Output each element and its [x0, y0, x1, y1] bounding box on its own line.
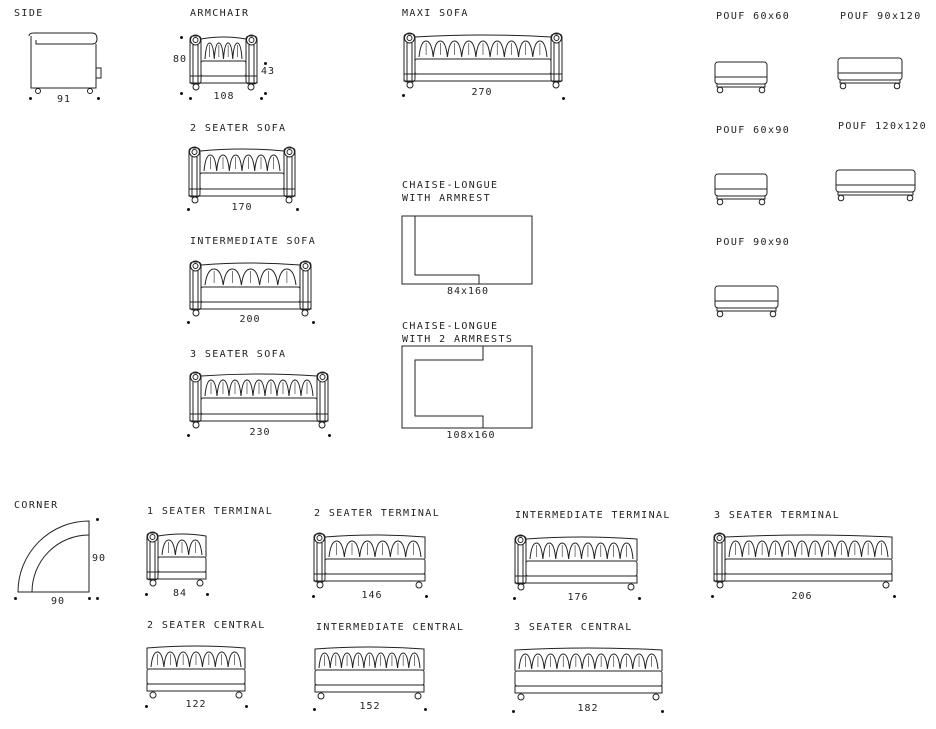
terminal-3-drawing [713, 531, 893, 590]
chaise-two-plan-drawing [401, 345, 533, 429]
dimension-marker [425, 595, 428, 598]
pouf-60x90-label: POUF 60x90 [716, 125, 791, 136]
dimension-marker [145, 705, 148, 708]
chaise-armrest-plan-drawing [401, 215, 533, 285]
dimension-marker [312, 321, 315, 324]
terminal-2-drawing [313, 531, 426, 590]
three-seater-sofa-drawing [189, 370, 329, 430]
dimension-marker [206, 593, 209, 596]
dimension-marker [264, 62, 267, 65]
armchair-width: 108 [213, 91, 235, 102]
dimension-marker [187, 434, 190, 437]
dimension-marker [893, 595, 896, 598]
central-intermediate-drawing [314, 643, 425, 701]
central-3-label: 3 SEATER CENTRAL [514, 622, 633, 633]
dimension-marker [97, 97, 100, 100]
terminal-3-width: 206 [791, 591, 813, 602]
terminal-intermediate-drawing [514, 533, 638, 592]
dimension-marker [187, 208, 190, 211]
dimension-marker [187, 321, 190, 324]
pouf-120x120-label: POUF 120x120 [838, 121, 928, 132]
pouf-90x90-label: POUF 90x90 [716, 237, 791, 248]
terminal-intermediate-label: INTERMEDIATE TERMINAL [515, 510, 671, 521]
pouf-60x90-drawing [714, 173, 768, 206]
corner-plan-drawing [15, 518, 91, 594]
side-width: 91 [56, 94, 72, 105]
central-2-drawing [146, 642, 246, 700]
armchair-height: 80 [172, 54, 188, 65]
dimension-marker [711, 595, 714, 598]
dimension-marker [512, 710, 515, 713]
terminal-intermediate-width: 176 [567, 592, 589, 603]
three-seater-sofa-label: 3 SEATER SOFA [190, 349, 287, 360]
maxi-sofa-drawing [403, 31, 563, 90]
dimension-marker [312, 595, 315, 598]
dimension-marker [96, 597, 99, 600]
terminal-2-width: 146 [361, 590, 383, 601]
side-view-drawing [26, 32, 106, 94]
chaise-two-label-line1: CHAISE-LONGUE [402, 321, 499, 332]
chaise-armrest-size: 84x160 [446, 286, 490, 297]
terminal-1-label: 1 SEATER TERMINAL [147, 506, 274, 517]
maxi-sofa-label: MAXI SOFA [402, 8, 469, 19]
pouf-60x60-label: POUF 60x60 [716, 11, 791, 22]
two-seater-sofa-drawing [188, 145, 296, 205]
dimension-marker [14, 597, 17, 600]
dimension-marker [29, 97, 32, 100]
pouf-90x90-drawing [714, 285, 779, 318]
intermediate-sofa-label: INTERMEDIATE SOFA [190, 236, 317, 247]
pouf-60x60-drawing [714, 61, 768, 94]
central-3-drawing [514, 644, 663, 702]
two-seater-sofa-width: 170 [231, 202, 253, 213]
terminal-3-label: 3 SEATER TERMINAL [714, 510, 841, 521]
central-intermediate-width: 152 [359, 701, 381, 712]
dimension-marker [638, 597, 641, 600]
dimension-marker [96, 518, 99, 521]
intermediate-sofa-width: 200 [239, 314, 261, 325]
chaise-armrest-label-line1: CHAISE-LONGUE [402, 180, 499, 191]
dimension-marker [180, 36, 183, 39]
corner-label: CORNER [14, 500, 59, 511]
armchair-label: ARMCHAIR [190, 8, 250, 19]
dimension-marker [260, 97, 263, 100]
dimension-marker [264, 92, 267, 95]
terminal-2-label: 2 SEATER TERMINAL [314, 508, 441, 519]
dimension-marker [513, 597, 516, 600]
dimension-marker [424, 708, 427, 711]
central-3-width: 182 [577, 703, 599, 714]
chaise-two-size: 108x160 [446, 430, 496, 441]
pouf-120x120-drawing [835, 169, 916, 202]
terminal-1-width: 84 [172, 588, 188, 599]
dimension-marker [189, 97, 192, 100]
armchair-seat-height: 43 [260, 66, 276, 77]
corner-depth: 90 [91, 553, 107, 564]
armchair-drawing [189, 33, 258, 92]
central-intermediate-label: INTERMEDIATE CENTRAL [316, 622, 465, 633]
dimension-marker [328, 434, 331, 437]
pouf-90x120-label: POUF 90x120 [840, 11, 922, 22]
corner-width: 90 [50, 596, 66, 607]
dimension-marker [402, 94, 405, 97]
chaise-armrest-label-line2: WITH ARMREST [402, 193, 492, 204]
dimension-marker [562, 97, 565, 100]
dimension-marker [245, 705, 248, 708]
dimension-marker [661, 710, 664, 713]
dimension-marker [145, 593, 148, 596]
maxi-sofa-width: 270 [471, 87, 493, 98]
central-2-label: 2 SEATER CENTRAL [147, 620, 266, 631]
dimension-marker [180, 92, 183, 95]
side-label: SIDE [14, 8, 44, 19]
terminal-1-drawing [146, 530, 207, 588]
two-seater-sofa-label: 2 SEATER SOFA [190, 123, 287, 134]
dimension-marker [313, 708, 316, 711]
central-2-width: 122 [185, 699, 207, 710]
pouf-90x120-drawing [837, 57, 903, 90]
dimension-marker [296, 208, 299, 211]
dimension-marker [88, 597, 91, 600]
intermediate-sofa-drawing [189, 259, 312, 318]
chaise-two-label-line2: WITH 2 ARMRESTS [402, 334, 514, 345]
three-seater-sofa-width: 230 [249, 427, 271, 438]
